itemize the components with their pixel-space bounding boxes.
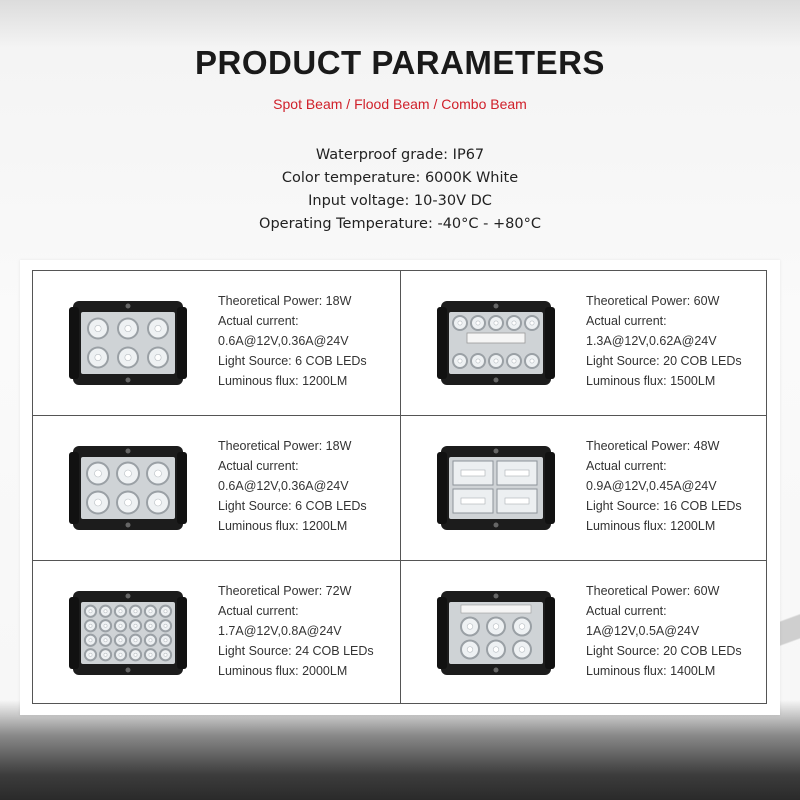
luminous-flux: Luminous flux: 1200LM — [586, 519, 716, 533]
product-cell — [401, 271, 767, 415]
led-work-light-6-spot-icon — [69, 293, 187, 393]
background-vehicle-scene — [0, 700, 800, 800]
actual-current-value: 0.9A@12V,0.45A@24V — [586, 479, 717, 493]
luminous-flux: Luminous flux: 1200LM — [218, 519, 348, 533]
actual-current-label: Actual current: — [218, 314, 299, 328]
light-source: Light Source: 24 COB LEDs — [218, 644, 374, 658]
product-specs — [586, 291, 742, 391]
light-source: Light Source: 16 COB LEDs — [586, 499, 742, 513]
product-cell — [33, 271, 399, 415]
product-specs — [218, 291, 367, 391]
product-grid — [32, 270, 767, 704]
actual-current-label: Actual current: — [218, 604, 299, 618]
beam-types-subtitle: Spot Beam / Flood Beam / Combo Beam — [273, 96, 527, 112]
actual-current-value: 1.3A@12V,0.62A@24V — [586, 334, 717, 348]
product-cell — [33, 561, 399, 705]
product-specs — [586, 581, 742, 681]
product-specs — [586, 436, 742, 536]
led-work-light-20-combo-icon — [437, 293, 555, 393]
theoretical-power: Theoretical Power: 18W — [218, 294, 352, 308]
spec-operating-temperature: Operating Temperature: -40°C - +80°C — [259, 216, 541, 232]
led-work-light-16-flood-icon — [437, 438, 555, 538]
product-table-panel — [20, 260, 780, 715]
product-cell — [401, 416, 767, 560]
spec-color-temperature: Color temperature: 6000K White — [281, 170, 519, 186]
light-source: Light Source: 6 COB LEDs — [218, 354, 367, 368]
theoretical-power: Theoretical Power: 72W — [218, 584, 352, 598]
page-title: PRODUCT PARAMETERS — [195, 44, 605, 81]
light-source: Light Source: 20 COB LEDs — [586, 644, 742, 658]
actual-current-value: 0.6A@12V,0.36A@24V — [218, 479, 349, 493]
luminous-flux: Luminous flux: 1200LM — [218, 374, 348, 388]
general-specs — [0, 144, 800, 236]
actual-current-label: Actual current: — [586, 459, 667, 473]
theoretical-power: Theoretical Power: 60W — [586, 294, 720, 308]
actual-current-label: Actual current: — [218, 459, 299, 473]
spec-waterproof: Waterproof grade: IP67 — [315, 147, 485, 163]
product-cell — [401, 561, 767, 705]
led-work-light-24-combo-icon — [69, 583, 187, 683]
luminous-flux: Luminous flux: 1400LM — [586, 664, 716, 678]
theoretical-power: Theoretical Power: 60W — [586, 584, 720, 598]
luminous-flux: Luminous flux: 1500LM — [586, 374, 716, 388]
luminous-flux: Luminous flux: 2000LM — [218, 664, 348, 678]
theoretical-power: Theoretical Power: 48W — [586, 439, 720, 453]
theoretical-power: Theoretical Power: 18W — [218, 439, 352, 453]
product-specs — [218, 581, 374, 681]
product-specs — [218, 436, 367, 536]
light-source: Light Source: 20 COB LEDs — [586, 354, 742, 368]
actual-current-value: 0.6A@12V,0.36A@24V — [218, 334, 349, 348]
led-work-light-6-flood-icon — [69, 438, 187, 538]
spec-input-voltage: Input voltage: 10-30V DC — [308, 193, 492, 209]
actual-current-label: Actual current: — [586, 314, 667, 328]
product-cell — [33, 416, 399, 560]
actual-current-value: 1A@12V,0.5A@24V — [586, 624, 700, 638]
led-work-light-20-spot-icon — [437, 583, 555, 683]
light-source: Light Source: 6 COB LEDs — [218, 499, 367, 513]
actual-current-label: Actual current: — [586, 604, 667, 618]
actual-current-value: 1.7A@12V,0.8A@24V — [218, 624, 342, 638]
